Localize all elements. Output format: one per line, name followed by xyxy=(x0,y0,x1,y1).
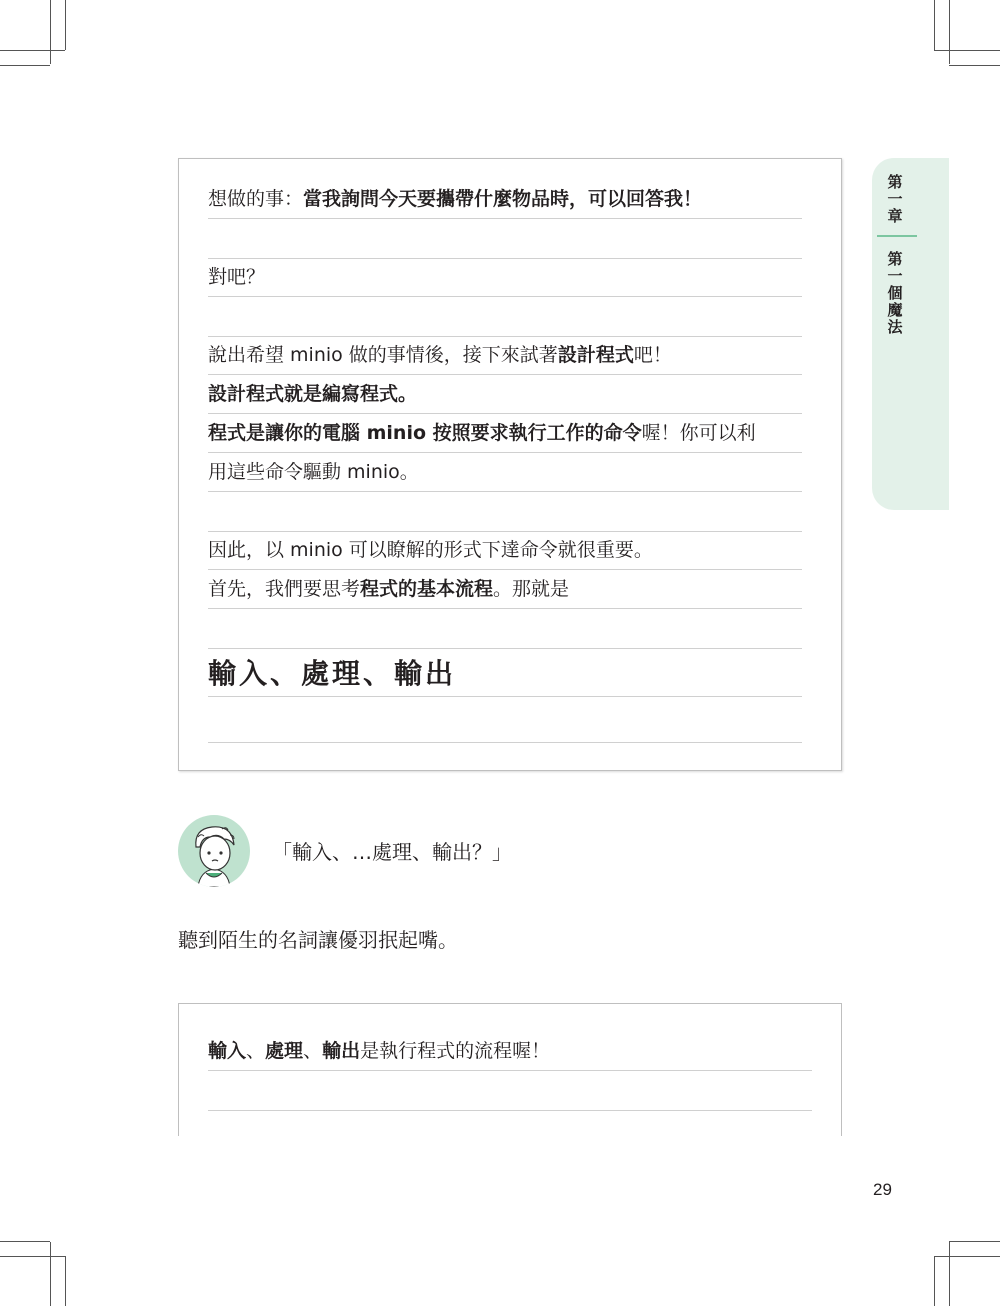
title-char: 法 xyxy=(887,318,903,336)
note-line xyxy=(208,381,802,414)
chapter-char: 一 xyxy=(887,190,903,208)
note-line xyxy=(208,264,802,297)
line-bold: 設計程式就是編寫程式。 xyxy=(208,383,418,405)
crop-mark xyxy=(50,1242,51,1306)
crop-mark xyxy=(934,0,935,50)
line-text: 喔！你可以利 xyxy=(641,422,756,444)
line-text: 對吧？ xyxy=(208,266,266,288)
note-line-blank xyxy=(208,1072,812,1111)
line-text: 是執行程式的流程喔！ xyxy=(360,1040,551,1062)
crop-mark xyxy=(949,1241,1000,1242)
line-bold: 輸出 xyxy=(322,1040,361,1062)
crop-mark xyxy=(934,1256,1000,1257)
crop-mark xyxy=(934,50,1000,51)
note-line-blank xyxy=(208,220,802,259)
line-text: 首先，我們要思考 xyxy=(208,578,361,600)
crop-mark xyxy=(0,1256,65,1257)
line-text: 、 xyxy=(303,1040,323,1062)
note-line-blank xyxy=(208,298,802,337)
crop-mark xyxy=(949,65,1000,66)
note-line xyxy=(208,186,802,219)
crop-mark xyxy=(65,0,66,50)
line-bold: 程式的基本流程 xyxy=(360,578,494,600)
title-char: 個 xyxy=(887,284,903,302)
note-line xyxy=(208,537,802,570)
crop-mark xyxy=(949,1242,950,1306)
note-line xyxy=(208,342,802,375)
note-line xyxy=(208,576,802,609)
speech-bubble-text: 「輸入、…處理、輸出？」 xyxy=(272,840,512,864)
line-text: 吧！ xyxy=(633,344,672,366)
crop-mark xyxy=(934,1256,935,1306)
line-bold: 處理 xyxy=(265,1040,304,1062)
line-text: 、 xyxy=(246,1040,266,1062)
chapter-divider xyxy=(877,235,917,237)
note-line xyxy=(208,1038,812,1071)
line-text: 因此，以 minio 可以瞭解的形式下達命令就很重要。 xyxy=(208,539,653,561)
crop-mark xyxy=(949,0,950,64)
chapter-char: 章 xyxy=(887,207,903,225)
chapter-title xyxy=(880,251,910,336)
note-line-blank xyxy=(208,610,802,649)
page-cut-mask xyxy=(170,1136,850,1166)
chapter-label xyxy=(880,174,910,225)
line-heading: 輸入、處理、輸出 xyxy=(208,657,457,690)
crop-mark xyxy=(50,0,51,64)
avatar xyxy=(178,815,250,887)
line-bold: 輸入 xyxy=(208,1040,247,1062)
crop-mark xyxy=(0,65,50,66)
crop-mark xyxy=(0,50,65,51)
title-char: 一 xyxy=(887,267,903,285)
page-number: 29 xyxy=(873,1180,892,1199)
line-text: 。那就是 xyxy=(493,578,570,600)
note-line-blank xyxy=(208,698,802,743)
narration-text: 聽到陌生的名詞讓優羽抿起嘴。 xyxy=(178,928,458,952)
note-line xyxy=(208,420,802,453)
crop-mark xyxy=(65,1256,66,1306)
line-text: 說出希望 minio 做的事情後，接下來試著 xyxy=(208,344,558,366)
line-text: 想做的事： xyxy=(208,188,304,210)
note-line xyxy=(208,459,802,492)
note-line-blank xyxy=(208,493,802,532)
line-bold: 設計程式 xyxy=(557,344,634,366)
crop-mark xyxy=(0,1241,50,1242)
line-bold: 當我詢問今天要攜帶什麼物品時，可以回答我！ xyxy=(303,188,703,210)
line-bold: 程式是讓你的電腦 minio 按照要求執行工作的命令 xyxy=(208,422,642,444)
chapter-char: 第 xyxy=(887,173,903,191)
title-char: 魔 xyxy=(887,301,903,319)
title-char: 第 xyxy=(887,250,903,268)
note-line-heading xyxy=(208,654,802,697)
girl-face-icon xyxy=(178,815,250,887)
line-text: 用這些命令驅動 minio。 xyxy=(208,461,419,483)
